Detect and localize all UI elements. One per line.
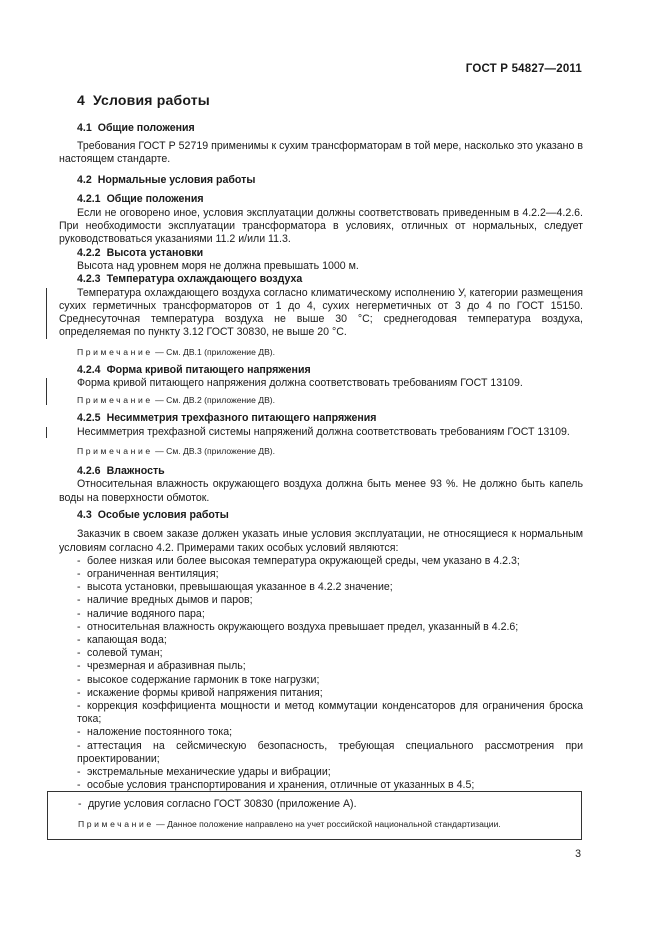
note-label: Примечание: [77, 346, 153, 357]
heading-number: 4.2.2: [77, 246, 101, 259]
list-item: [59, 674, 583, 687]
list-item: [59, 555, 583, 568]
list-item: [59, 594, 583, 607]
note-4-2-4: [77, 394, 583, 406]
list-item: [59, 568, 583, 581]
list-dash: -: [77, 726, 81, 739]
paragraph-4-1: Требования ГОСТ Р 52719 применимы к сухим трансформаторам в той мере, насколько это указано в настоящем стандарте.: [59, 139, 583, 165]
heading-text: Общие положения: [97, 122, 195, 134]
list-item-text: относительная влажность окружающего воздуха превышает предел, указанный в 4.2.6;: [87, 620, 519, 633]
list-dash: -: [77, 660, 81, 673]
box-note: [78, 818, 501, 830]
heading-4-2-3: [77, 273, 583, 287]
box-list-item: [60, 798, 357, 811]
note-4-2-3: [77, 346, 583, 358]
paragraph-4-2-6: Относительная влажность окружающего воздуха должна быть менее 93 %. Не должно быть капель воды на поверхности обмоток.: [59, 478, 583, 504]
note-text: — См. ДВ.2 (приложение ДВ).: [152, 395, 276, 406]
heading-number: 4.2.5: [77, 412, 101, 425]
list-item-text: наличие вредных дымов и паров;: [87, 594, 253, 607]
list-item-text: коррекция коэффициента мощности и метод коммутации конденсаторов для ограничения броска тока;: [77, 699, 583, 726]
list-item: [59, 687, 583, 700]
note-label: Примечание: [77, 445, 153, 456]
list-dash: -: [77, 647, 81, 660]
list-item-text: более низкая или более высокая температура окружающей среды, чем указано в 4.2.3;: [87, 554, 520, 567]
list-dash: -: [77, 620, 81, 633]
list-item-text: аттестация на сейсмическую безопасность, требующая специального рассмотрения при проектировании;: [77, 739, 583, 765]
list-dash: -: [77, 594, 81, 607]
list-item: [59, 726, 583, 739]
list-item: [59, 740, 583, 766]
heading-text: Температура охлаждающего воздуха: [106, 273, 303, 286]
list-item-text: наличие водяного пара;: [87, 607, 205, 620]
heading-text: Нормальные условия работы: [97, 173, 256, 186]
page-number: 3: [575, 848, 581, 860]
list-item-text: особые условия транспортирования и хранения, отличные от указанных в 4.5;: [87, 779, 475, 792]
list-item-text: высокое содержание гармоник в токе нагрузки;: [87, 673, 320, 686]
list-item-text: ограниченная вентиляция;: [87, 567, 219, 580]
heading-text: Влажность: [106, 464, 165, 477]
note-label: Примечание: [78, 819, 154, 829]
changed-block-4-2-3: [59, 287, 583, 340]
list-item: [59, 634, 583, 647]
document-id-header: ГОСТ Р 54827—2011: [465, 63, 582, 75]
paragraph-4-2-2: Высота над уровнем моря не должна превышать 1000 м.: [77, 260, 359, 273]
heading-number: 4.2.4: [77, 363, 101, 376]
paragraph-4-2-3: Температура охлаждающего воздуха согласно климатическому исполнению У, категории размещения сухих герметичных трансформаторов от 1 до 4, сухих негерметичных от 3 до 4 по ГОСТ 15150. Среднесуточная температура воздуха не выше 30 °C; среднегодовая температура воздуха, определяемая по пункту 3.12 ГОСТ 30830, не выше 20 °C.: [59, 286, 583, 339]
list-item: [59, 621, 583, 634]
heading-text: Общие положения: [106, 193, 204, 206]
heading-text: Форма кривой питающего напряжения: [106, 363, 311, 376]
heading-4-2: [77, 174, 583, 188]
section-number: 4: [77, 92, 85, 108]
note-4-2-5: [77, 445, 583, 457]
list-item-text: искажение формы кривой напряжения питания;: [87, 686, 323, 699]
heading-4-3: [77, 509, 583, 523]
page-content: [59, 92, 583, 792]
special-conditions-list: [59, 555, 583, 793]
heading-number: 4.1: [77, 122, 92, 134]
list-item: [59, 647, 583, 660]
list-item: [59, 766, 583, 779]
note-text: — См. ДВ.3 (приложение ДВ).: [152, 445, 276, 456]
heading-4-2-5: [77, 412, 583, 426]
box-item-text: другие условия согласно ГОСТ 30830 (приложение А).: [88, 798, 357, 810]
changed-block-4-2-4: [59, 377, 583, 406]
heading-4-2-1: [77, 193, 583, 207]
list-dash: -: [77, 607, 81, 620]
list-dash: -: [77, 673, 81, 686]
paragraph-4-2-5: Несимметрия трехфазной системы напряжений должна соответствовать требованиям ГОСТ 13109.: [77, 425, 570, 438]
list-item-text: капающая вода;: [87, 633, 167, 646]
heading-text: Несимметрия трехфазного питающего напряжения: [106, 412, 377, 425]
list-dash: -: [77, 581, 81, 594]
changed-block-4-2-5: [59, 426, 583, 439]
list-dash: -: [77, 739, 81, 752]
heading-4-1: [77, 122, 583, 136]
list-item: [59, 581, 583, 594]
list-item: [59, 700, 583, 726]
heading-4-2-6: [77, 465, 583, 479]
section-title: [77, 92, 583, 108]
note-text: — Данное положение направлено на учет российской национальной стандартизации.: [153, 819, 501, 829]
list-dash: -: [77, 633, 81, 646]
heading-4-2-4: [77, 364, 583, 378]
list-dash: -: [77, 567, 81, 580]
list-dash: -: [77, 779, 81, 792]
list-item: [59, 660, 583, 673]
heading-number: 4.2.6: [77, 464, 101, 477]
note-text: — См. ДВ.1 (приложение ДВ).: [152, 346, 276, 357]
heading-number: 4.2.3: [77, 273, 101, 286]
list-item-text: экстремальные механические удары и вибрации;: [87, 766, 331, 778]
list-dash: -: [77, 554, 81, 567]
list-dash: -: [77, 686, 81, 699]
heading-text: Высота установки: [106, 246, 204, 259]
list-item-text: высота установки, превышающая указанное в 4.2.2 значение;: [87, 581, 393, 594]
list-dash: -: [77, 699, 81, 712]
national-addition-box: [47, 791, 582, 840]
section-title-text: Условия работы: [93, 92, 210, 108]
list-item-text: чрезмерная и абразивная пыль;: [87, 660, 246, 673]
list-item-text: наложение постоянного тока;: [87, 726, 233, 739]
note-label: Примечание: [77, 395, 153, 406]
list-dash: -: [77, 766, 81, 778]
heading-4-2-2: [77, 247, 583, 261]
heading-text: Особые условия работы: [97, 508, 229, 521]
list-item-text: солевой туман;: [87, 647, 163, 660]
heading-number: 4.3: [77, 508, 92, 521]
heading-number: 4.2.1: [77, 193, 101, 206]
paragraph-4-2-1: Если не оговорено иное, условия эксплуатации должны соответствовать приведенным в 4.2.2—4.2.6. При необходимости эксплуатации трансформатора в условиях, отличных от нормальных, следует руководствоваться указаниями 11.2 и/или 11.3.: [59, 206, 583, 246]
paragraph-4-3: Заказчик в своем заказе должен указать иные условия эксплуатации, не относящиеся к нормальным условиям согласно 4.2. Примерами таких особых условий являются:: [59, 528, 583, 554]
paragraph-4-2-4: Форма кривой питающего напряжения должна соответствовать требованиям ГОСТ 13109.: [77, 377, 523, 390]
list-item: [59, 608, 583, 621]
heading-number: 4.2: [77, 173, 92, 186]
list-dash: -: [78, 798, 82, 810]
